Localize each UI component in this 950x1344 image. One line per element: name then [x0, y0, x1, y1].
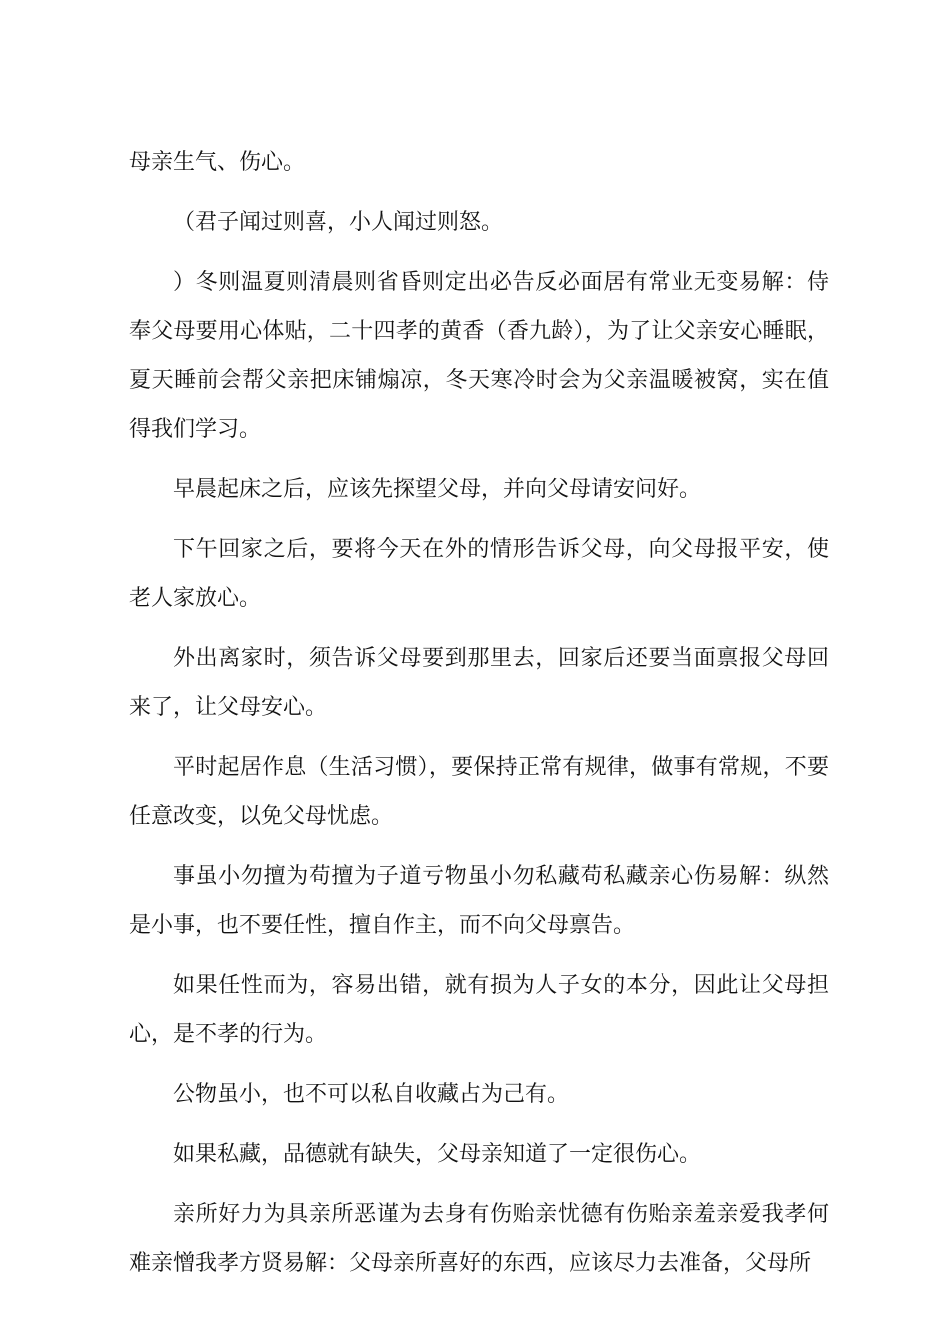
paragraph-8: 事虽小勿擅为苟擅为子道亏物虽小勿私藏苟私藏亲心伤易解：纵然是小事，也不要任性，擅自作主，而不向父母禀告。	[129, 864, 829, 938]
paragraph-3: ）冬则温夏则清晨则省昏则定出必告反必面居有常业无变易解：侍奉父母要用心体贴，二十四孝的黄香（香九龄），为了让父亲安心睡眠，夏天睡前会帮父亲把床铺煽凉，冬天寒冷时会为父亲温暖被窝，实在值得我们学习。	[129, 270, 829, 442]
paragraph-9: 如果任性而为，容易出错，就有损为人子女的本分，因此让父母担心，是不孝的行为。	[129, 973, 829, 1047]
paragraph-5: 下午回家之后，要将今天在外的情形告诉父母，向父母报平安，使老人家放心。	[129, 537, 829, 611]
paragraph-7: 平时起居作息（生活习惯），要保持正常有规律，做事有常规，不要任意改变，以免父母忧虑。	[129, 755, 829, 829]
body-text	[129, 138, 829, 1299]
paragraph-1: 母亲生气、伤心。	[129, 150, 306, 175]
paragraph-4: 早晨起床之后，应该先探望父母，并向父母请安问好。	[173, 477, 702, 502]
paragraph-10: 公物虽小，也不可以私自收藏占为己有。	[173, 1082, 570, 1107]
paragraph-6: 外出离家时，须告诉父母要到那里去，回家后还要当面禀报父母回来了，让父母安心。	[129, 646, 829, 720]
paragraph-2: （君子闻过则喜，小人闻过则怒。	[173, 210, 504, 235]
paragraph-12: 亲所好力为具亲所恶谨为去身有伤贻亲忧德有伤贻亲羞亲爱我孝何难亲憎我孝方贤易解：父母亲所喜好的东西，应该尽力去准备，父母所	[129, 1202, 829, 1276]
paragraph-11: 如果私藏，品德就有缺失，父母亲知道了一定很伤心。	[173, 1142, 702, 1167]
